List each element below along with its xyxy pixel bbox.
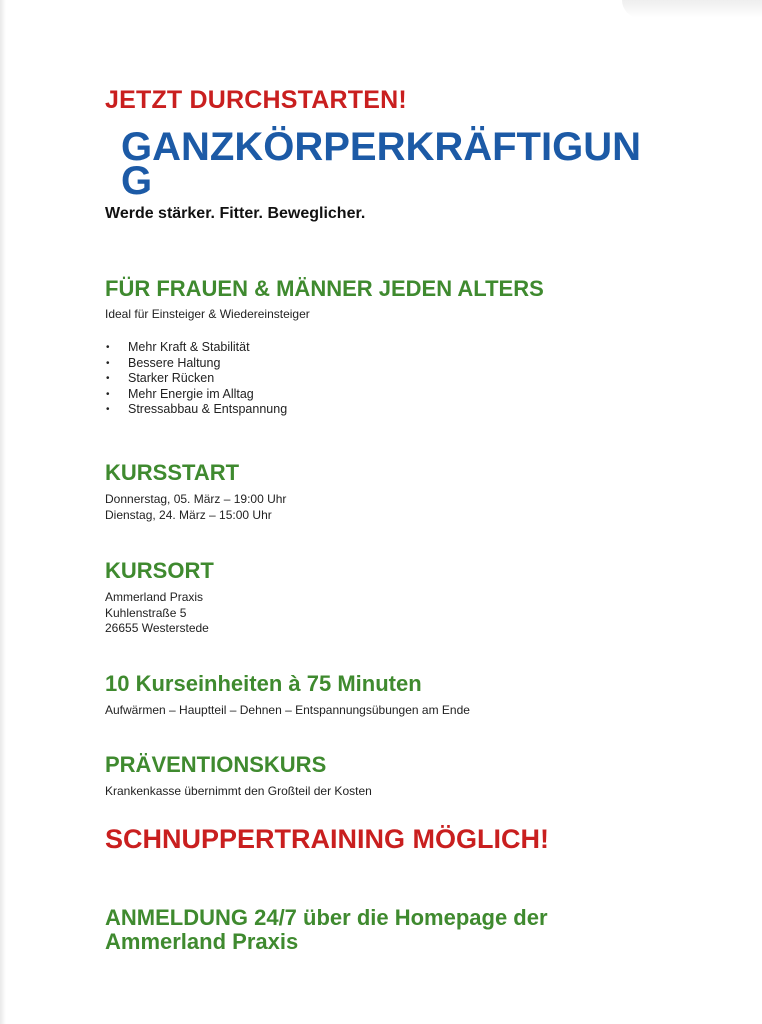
kicker-headline: JETZT DURCHSTARTEN! [105, 86, 407, 114]
units-structure: Aufwärmen – Hauptteil – Dehnen – Entspannungsübungen am Ende [105, 703, 470, 717]
list-item: • Starker Rücken [128, 371, 287, 387]
address-line: Ammerland Praxis [105, 590, 204, 604]
list-item: • Bessere Haltung [128, 356, 287, 372]
audience-heading: FÜR FRAUEN & MÄNNER JEDEN ALTERS [105, 276, 544, 301]
address-line: 26655 Westerstede [105, 621, 209, 635]
location-heading: KURSORT [105, 558, 214, 583]
units-heading: 10 Kurseinheiten à 75 Minuten [105, 671, 422, 696]
tagline: Werde stärker. Fitter. Beweglicher. [105, 205, 366, 222]
list-item: • Mehr Kraft & Stabilität [128, 340, 287, 356]
audience-subtitle: Ideal für Einsteiger & Wiedereinsteiger [105, 307, 310, 321]
course-title: GANZKÖRPERKRÄFTIGUNG [121, 125, 641, 203]
course-date: Dienstag, 24. März – 15:00 Uhr [105, 507, 272, 522]
benefits-list [105, 340, 287, 418]
trial-promo: SCHNUPPERTRAINING MÖGLICH! [105, 824, 549, 854]
course-date: Donnerstag, 05. März – 19:00 Uhr [105, 492, 287, 506]
location-address [105, 590, 209, 637]
page-corner-shadow [622, 0, 762, 18]
list-item: • Stressabbau & Entspannung [128, 402, 287, 418]
prevention-text: Krankenkasse übernimmt den Großteil der Kosten [105, 784, 372, 798]
list-item: • Mehr Energie im Alltag [128, 387, 287, 403]
registration-note: ANMELDUNG 24/7 über die Homepage der Ammerland Praxis [105, 905, 548, 954]
page-edge-shadow [0, 0, 6, 1024]
course-start-heading: KURSSTART [105, 460, 240, 485]
prevention-heading: PRÄVENTIONSKURS [105, 752, 327, 777]
course-dates [105, 492, 286, 523]
address-line: Kuhlenstraße 5 [105, 605, 187, 620]
